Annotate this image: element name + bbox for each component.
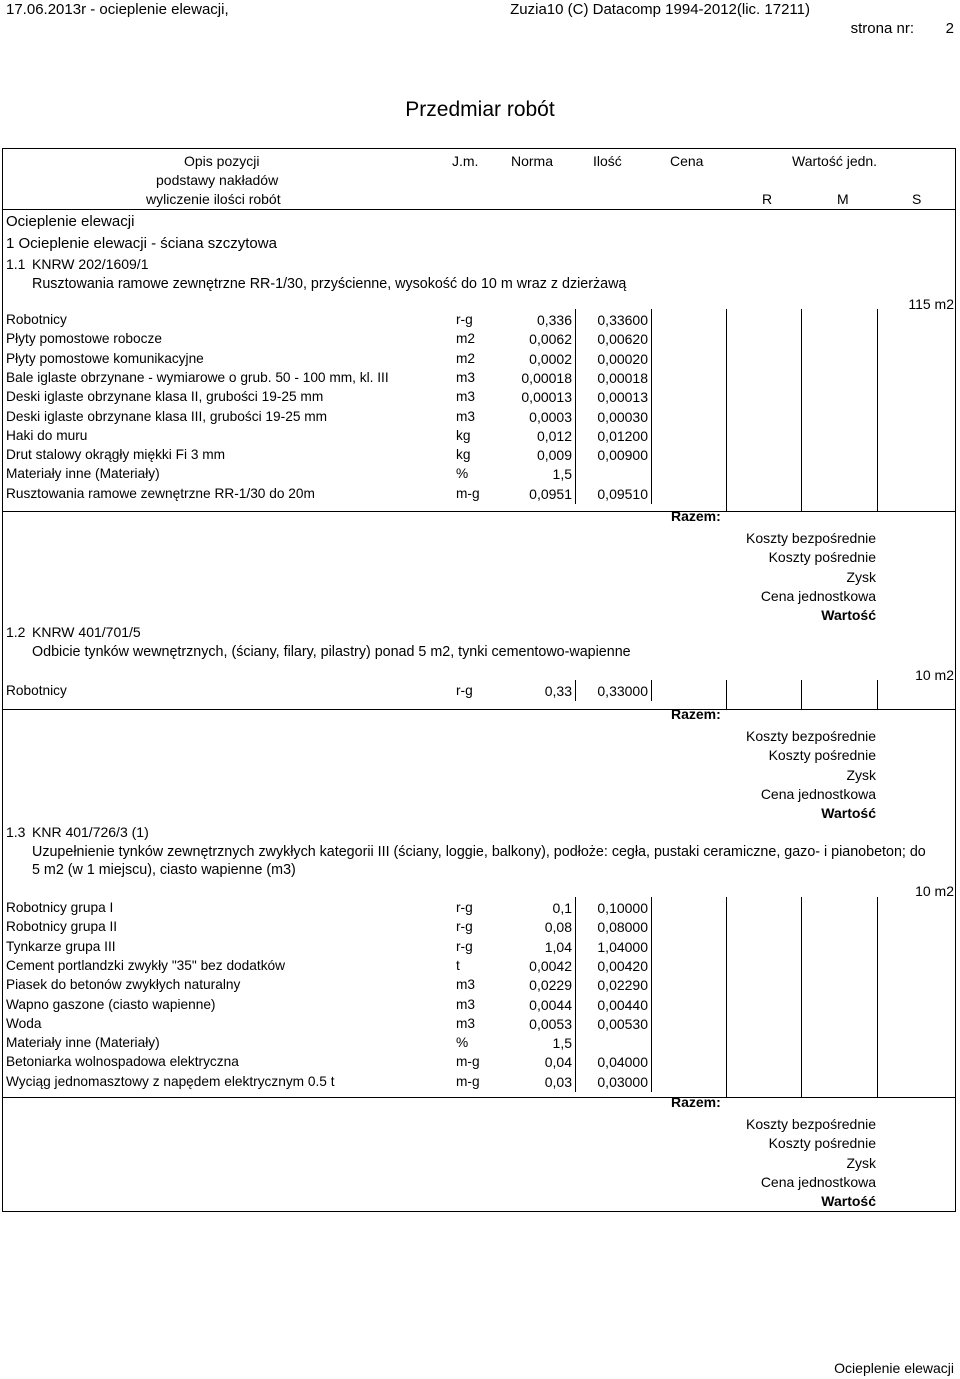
grid-line bbox=[575, 309, 576, 504]
item-unit: m3 bbox=[456, 369, 476, 385]
koszty-bezposrednie-label: Koszty bezpośrednie bbox=[746, 1116, 876, 1132]
grid-line bbox=[801, 680, 802, 709]
item-ilosc: 0,00020 bbox=[597, 350, 648, 367]
item-unit: m3 bbox=[456, 389, 476, 405]
position-number: 1.2 bbox=[6, 624, 26, 640]
item-ilosc: 0,33600 bbox=[597, 312, 648, 328]
item-norma: 0,0229 bbox=[529, 977, 572, 994]
grid-line bbox=[877, 897, 878, 1097]
header-s: S bbox=[912, 191, 922, 207]
item-unit: m3 bbox=[456, 996, 476, 1012]
item-unit: m2 bbox=[456, 350, 476, 366]
position-description-2: 5 m2 (w 1 miejscu), ciasto wapienne (m3) bbox=[32, 862, 296, 878]
position-number: 1.1 bbox=[6, 256, 26, 272]
cena-jednostkowa-label: Cena jednostkowa bbox=[760, 587, 876, 604]
item-norma: 1,5 bbox=[552, 1035, 572, 1052]
item-norma: 0,0044 bbox=[529, 996, 572, 1013]
header-podstawy: podstawy nakładów bbox=[156, 172, 279, 188]
item-ilosc: 0,04000 bbox=[597, 1054, 648, 1071]
item-norma: 0,00018 bbox=[521, 369, 572, 386]
item-ilosc: 0,09510 bbox=[597, 485, 648, 502]
wartosc-label: Wartość bbox=[821, 1193, 876, 1210]
header-r: R bbox=[762, 191, 773, 207]
position-description: Uzupełnienie tynków zewnętrznych zwykłych kategorii III (ściany, loggie, balkony), podłoże: cegła, pustaki ceramiczne, gazo- i pianobeton; do bbox=[32, 844, 926, 860]
item-unit: m3 bbox=[456, 408, 476, 424]
item-unit: r-g bbox=[456, 683, 473, 698]
item-ilosc: 0,00420 bbox=[597, 957, 648, 974]
header-left: 17.06.2013r - ocieplenie elewacji, bbox=[6, 1, 229, 18]
item-norma: 0,009 bbox=[536, 447, 572, 464]
razem-label: Razem: bbox=[671, 706, 721, 722]
item-norma: 0,0003 bbox=[529, 408, 572, 425]
grid-line bbox=[877, 680, 878, 709]
grid-line bbox=[801, 897, 802, 1097]
item-unit: r-g bbox=[456, 900, 473, 915]
grid-line bbox=[726, 680, 727, 709]
grid-line bbox=[726, 897, 727, 1097]
item-name: Robotnicy grupa II bbox=[6, 919, 118, 935]
position-description: Odbicie tynków wewnętrznych, (ściany, filary, pilastry) ponad 5 m2, tynki cementowo-wapienne bbox=[32, 644, 631, 660]
item-name: Tynkarze grupa III bbox=[6, 938, 116, 954]
item-ilosc: 0,08000 bbox=[597, 919, 648, 936]
grid-line bbox=[2, 1097, 956, 1098]
cena-jednostkowa-label: Cena jednostkowa bbox=[760, 1173, 876, 1190]
item-norma: 0,0062 bbox=[529, 331, 572, 348]
item-unit: % bbox=[456, 466, 469, 482]
item-norma: 0,0002 bbox=[529, 350, 572, 367]
header-cena: Cena bbox=[670, 153, 704, 169]
cena-jednostkowa-label: Cena jednostkowa bbox=[760, 785, 876, 802]
subsection-title: 1 Ocieplenie elewacji - ściana szczytowa bbox=[6, 235, 277, 252]
page-label: strona nr: bbox=[850, 20, 914, 37]
item-unit: m3 bbox=[456, 977, 476, 993]
position-description: Rusztowania ramowe zewnętrzne RR-1/30, przyścienne, wysokość do 10 m wraz z dzierżawą bbox=[32, 276, 627, 292]
item-unit: r-g bbox=[456, 312, 473, 327]
item-norma: 1,5 bbox=[552, 466, 572, 483]
position-number: 1.3 bbox=[6, 824, 26, 840]
item-unit: % bbox=[456, 1035, 469, 1051]
zysk-label: Zysk bbox=[846, 766, 876, 783]
item-ilosc: 0,00530 bbox=[597, 1015, 648, 1032]
item-name: Betoniarka wolnospadowa elektryczna bbox=[6, 1054, 239, 1070]
item-norma: 0,1 bbox=[552, 900, 572, 916]
wartosc-label: Wartość bbox=[821, 607, 876, 624]
koszty-bezposrednie-label: Koszty bezpośrednie bbox=[746, 530, 876, 546]
item-name: Deski iglaste obrzynane klasa II, grubości 19-25 mm bbox=[6, 389, 324, 405]
grid-line bbox=[651, 309, 652, 504]
item-name: Materiały inne (Materiały) bbox=[6, 466, 160, 482]
position-code: KNRW 401/701/5 bbox=[32, 624, 141, 640]
item-name: Robotnicy grupa I bbox=[6, 900, 114, 915]
item-name: Cement portlandzki zwykły "35" bez dodatków bbox=[6, 957, 286, 973]
header-wartosc: Wartość jedn. bbox=[792, 153, 878, 169]
item-ilosc: 0,00018 bbox=[597, 369, 648, 386]
item-unit: m-g bbox=[456, 1054, 480, 1070]
item-unit: m3 bbox=[456, 1015, 476, 1031]
grid-line bbox=[801, 309, 802, 511]
header-jm: J.m. bbox=[452, 153, 479, 169]
grid-line bbox=[575, 897, 576, 1092]
header-ilosc: Ilość bbox=[593, 153, 622, 169]
grid-line bbox=[726, 309, 727, 511]
page-title: Przedmiar robót bbox=[405, 98, 555, 121]
item-name: Płyty pomostowe robocze bbox=[6, 331, 162, 347]
position-code: KNRW 202/1609/1 bbox=[32, 256, 149, 272]
header-divider bbox=[2, 209, 956, 210]
item-norma: 1,04 bbox=[544, 938, 572, 955]
item-name: Wapno gaszone (ciasto wapienne) bbox=[6, 996, 216, 1012]
footer-text: Ocieplenie elewacji bbox=[834, 1360, 954, 1376]
item-ilosc: 0,02290 bbox=[597, 977, 648, 994]
item-ilosc: 0,00620 bbox=[597, 331, 648, 348]
item-unit: m-g bbox=[456, 485, 480, 501]
item-norma: 0,33 bbox=[544, 683, 572, 699]
item-norma: 0,0951 bbox=[529, 485, 572, 502]
item-name: Wyciąg jednomasztowy z napędem elektrycznym 0.5 t bbox=[6, 1073, 335, 1089]
item-unit: m-g bbox=[456, 1073, 480, 1089]
position-code: KNR 401/726/3 (1) bbox=[32, 824, 149, 840]
item-unit: t bbox=[456, 957, 460, 973]
item-norma: 0,012 bbox=[536, 427, 572, 444]
grid-line bbox=[651, 680, 652, 701]
page-number: 2 bbox=[945, 20, 954, 37]
item-norma: 0,04 bbox=[544, 1054, 572, 1071]
item-name: Rusztowania ramowe zewnętrzne RR-1/30 do 20m bbox=[6, 485, 315, 501]
item-name: Robotnicy bbox=[6, 683, 67, 698]
item-unit: kg bbox=[456, 447, 471, 463]
zysk-label: Zysk bbox=[846, 568, 876, 585]
section-title: Ocieplenie elewacji bbox=[6, 213, 135, 230]
item-norma: 0,03 bbox=[544, 1073, 572, 1090]
item-name: Haki do muru bbox=[6, 427, 88, 443]
header-norma: Norma bbox=[511, 153, 554, 169]
item-ilosc: 0,03000 bbox=[597, 1073, 648, 1090]
item-name: Woda bbox=[6, 1015, 42, 1031]
razem-label: Razem: bbox=[671, 1094, 721, 1110]
razem-label: Razem: bbox=[671, 508, 721, 524]
item-ilosc: 1,04000 bbox=[597, 938, 648, 955]
item-ilosc: 0,10000 bbox=[597, 900, 648, 916]
item-name: Deski iglaste obrzynane klasa III, grubości 19-25 mm bbox=[6, 408, 328, 424]
item-name: Materiały inne (Materiały) bbox=[6, 1035, 160, 1051]
item-ilosc: 0,33000 bbox=[597, 683, 648, 699]
item-unit: r-g bbox=[456, 919, 473, 935]
header-wyliczenie: wyliczenie ilości robót bbox=[146, 191, 281, 207]
koszty-bezposrednie-label: Koszty bezpośrednie bbox=[746, 728, 876, 744]
wartosc-label: Wartość bbox=[821, 805, 876, 822]
grid-line bbox=[2, 511, 956, 512]
position-quantity: 10 m2 bbox=[915, 883, 954, 899]
item-unit: kg bbox=[456, 427, 471, 443]
item-ilosc: 0,00900 bbox=[597, 447, 648, 464]
item-ilosc: 0,00013 bbox=[597, 389, 648, 406]
grid-line bbox=[2, 709, 956, 710]
position-quantity: 10 m2 bbox=[915, 667, 954, 683]
item-name: Płyty pomostowe komunikacyjne bbox=[6, 350, 204, 366]
header-right: Zuzia10 (C) Datacomp 1994-2012(lic. 17211) bbox=[510, 1, 810, 18]
item-norma: 0,00013 bbox=[521, 389, 572, 406]
grid-line bbox=[575, 680, 576, 701]
item-unit: m2 bbox=[456, 331, 476, 347]
koszty-posrednie-label: Koszty pośrednie bbox=[768, 1135, 876, 1152]
item-norma: 0,0053 bbox=[529, 1015, 572, 1032]
item-ilosc: 0,00030 bbox=[597, 408, 648, 425]
item-name: Bale iglaste obrzynane - wymiarowe o grub. 50 - 100 mm, kl. III bbox=[6, 369, 389, 385]
item-norma: 0,08 bbox=[544, 919, 572, 936]
zysk-label: Zysk bbox=[846, 1154, 876, 1171]
grid-line bbox=[651, 897, 652, 1092]
item-name: Piasek do betonów zwykłych naturalny bbox=[6, 977, 241, 993]
item-norma: 0,336 bbox=[536, 312, 572, 328]
koszty-posrednie-label: Koszty pośrednie bbox=[768, 549, 876, 566]
item-unit: r-g bbox=[456, 938, 473, 954]
header-opis: Opis pozycji bbox=[184, 153, 260, 169]
koszty-posrednie-label: Koszty pośrednie bbox=[768, 747, 876, 764]
grid-line bbox=[877, 309, 878, 511]
item-name: Drut stalowy okrągły miękki Fi 3 mm bbox=[6, 447, 226, 463]
item-name: Robotnicy bbox=[6, 312, 67, 327]
table-frame bbox=[2, 148, 956, 1212]
item-ilosc: 0,00440 bbox=[597, 996, 648, 1013]
header-m: M bbox=[837, 191, 849, 207]
item-ilosc: 0,01200 bbox=[597, 427, 648, 444]
item-norma: 0,0042 bbox=[529, 957, 572, 974]
position-quantity: 115 m2 bbox=[908, 296, 954, 312]
